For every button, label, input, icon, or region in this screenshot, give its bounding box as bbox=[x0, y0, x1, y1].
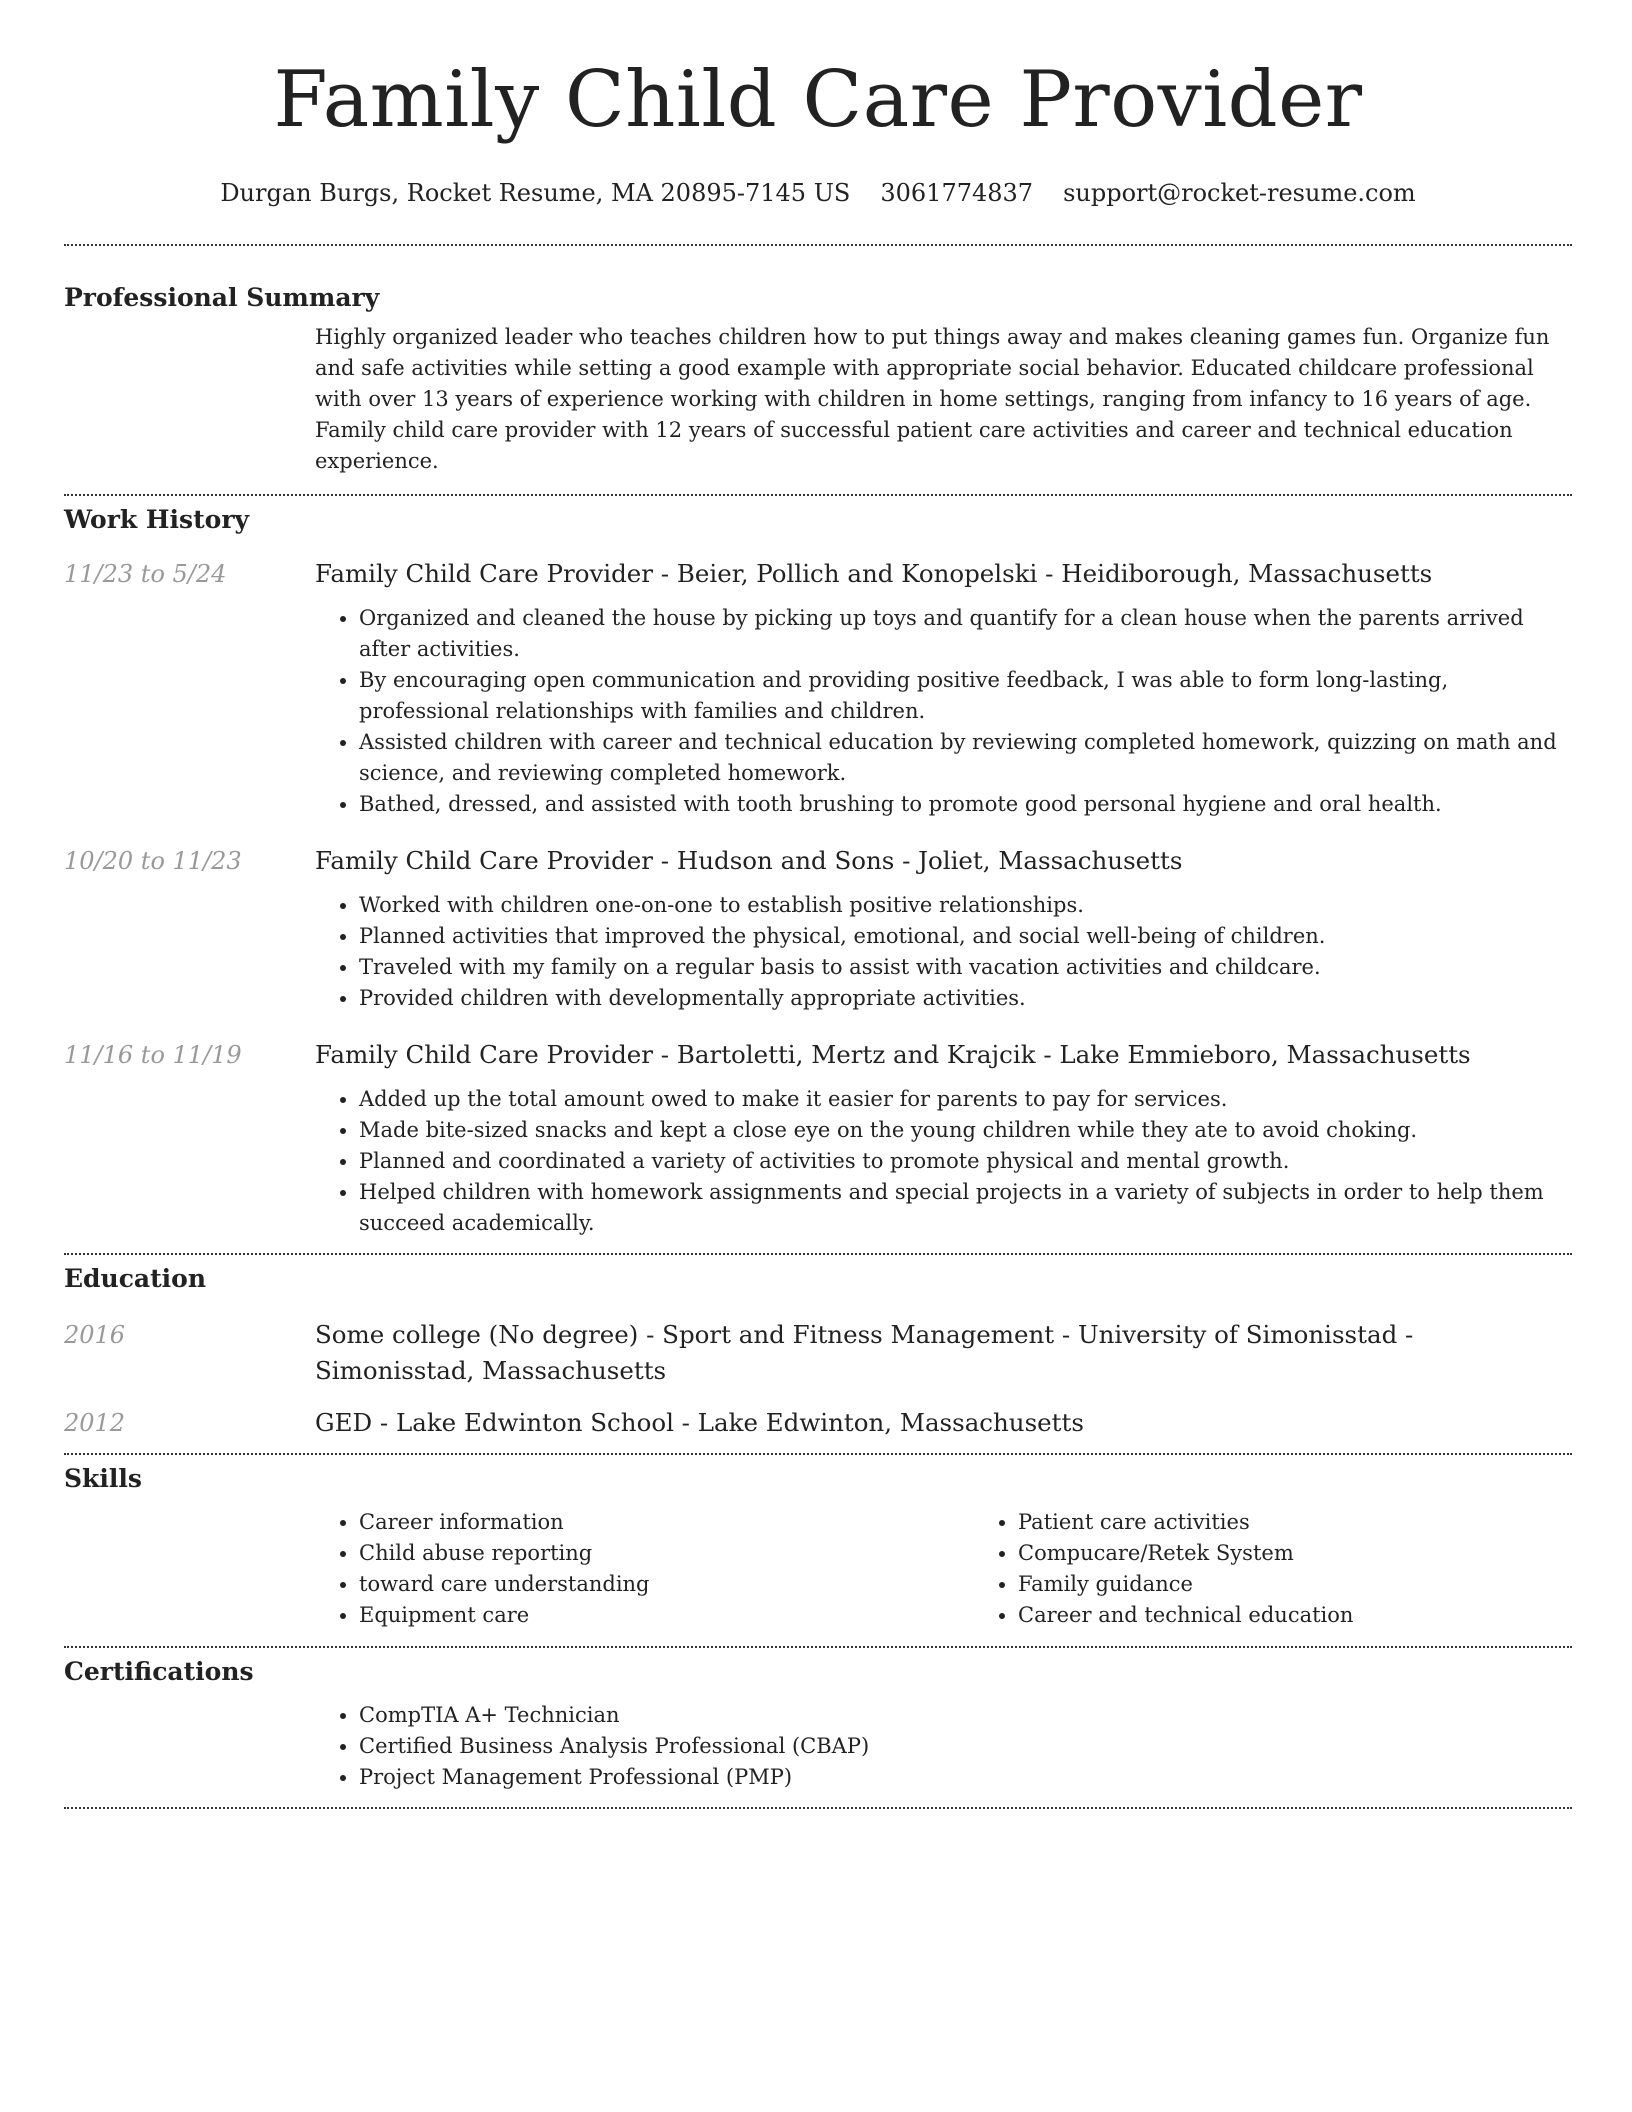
divider bbox=[64, 1453, 1572, 1455]
list-item: • Traveled with my family on a regular basis to assist with vacation activities and childcare. bbox=[359, 952, 1572, 983]
job-heading: Family Child Care Provider - Bartoletti, Mertz and Krajcik - Lake Emmieboro, Massachusetts bbox=[315, 1040, 1471, 1069]
summary-text: Highly organized leader who teaches children how to put things away and makes cleaning games fun. Organize fun and safe activities while setting a good example with appropriate social behavior. Educated childcare professional with over 13 years of experience working with children in home settings, ranging from infancy to 16 years of age. Family child care provider with 12 years of successful patient care activities and career and technical education experience. bbox=[315, 325, 1550, 473]
divider bbox=[64, 494, 1572, 496]
list-item: • Bathed, dressed, and assisted with tooth brushing to promote good personal hygiene and oral health. bbox=[359, 789, 1572, 820]
education-heading: GED - Lake Edwinton School - Lake Edwinton, Massachusetts bbox=[315, 1408, 1084, 1437]
skills-spacer bbox=[64, 1507, 315, 1631]
list-item: • Assisted children with career and technical education by reviewing completed homework, quizzing on math and science, and reviewing completed homework. bbox=[359, 727, 1572, 789]
skills-title: Skills bbox=[64, 1464, 142, 1493]
job-entry bbox=[64, 843, 1572, 1014]
contact-line bbox=[64, 178, 1572, 208]
certifications-title: Certifications bbox=[64, 1657, 254, 1686]
job-dates: 10/20 to 11/23 bbox=[64, 847, 242, 875]
contact-address: Durgan Burgs, Rocket Resume, MA 20895-7145 US bbox=[220, 179, 851, 207]
list-item: • Made bite-sized snacks and kept a close eye on the young children while they ate to avoid choking. bbox=[359, 1115, 1572, 1146]
skills-left-list bbox=[315, 1507, 974, 1631]
summary-spacer bbox=[64, 322, 315, 477]
education-year: 2016 bbox=[64, 1321, 126, 1349]
list-item: • Child abuse reporting bbox=[359, 1538, 974, 1569]
job-heading: Family Child Care Provider - Hudson and Sons - Joliet, Massachusetts bbox=[315, 846, 1183, 875]
list-item: • Patient care activities bbox=[1018, 1507, 1632, 1538]
list-item: • Added up the total amount owed to make it easier for parents to pay for services. bbox=[359, 1084, 1572, 1115]
list-item: • Compucare/Retek System bbox=[1018, 1538, 1632, 1569]
job-bullets bbox=[315, 890, 1572, 1014]
list-item: • Organized and cleaned the house by picking up toys and quantify for a clean house when the parents arrived after activities. bbox=[359, 603, 1572, 665]
list-item: • Career and technical education bbox=[1018, 1600, 1632, 1631]
divider bbox=[64, 1253, 1572, 1255]
job-bullets bbox=[315, 603, 1572, 820]
education-heading: Some college (No degree) - Sport and Fitness Management - University of Simonisstad - Simonisstad, Massachusetts bbox=[315, 1320, 1414, 1385]
list-item: • Provided children with developmentally appropriate activities. bbox=[359, 983, 1572, 1014]
job-bullets bbox=[315, 1084, 1572, 1239]
divider bbox=[64, 1646, 1572, 1648]
list-item: • By encouraging open communication and providing positive feedback, I was able to form long-lasting, professional relationships with families and children. bbox=[359, 665, 1572, 727]
job-dates: 11/16 to 11/19 bbox=[64, 1041, 242, 1069]
list-item: • Project Management Professional (PMP) bbox=[359, 1762, 1572, 1793]
divider bbox=[64, 244, 1572, 246]
certifications-list bbox=[315, 1700, 1572, 1793]
resume-name: Family Child Care Provider bbox=[273, 55, 1363, 145]
education-entry bbox=[64, 1317, 1572, 1389]
divider bbox=[64, 1807, 1572, 1809]
education-entry bbox=[64, 1405, 1572, 1441]
work-title: Work History bbox=[64, 505, 250, 534]
summary-section bbox=[64, 282, 1572, 477]
contact-email: support@rocket-resume.com bbox=[1063, 179, 1416, 207]
skills-section bbox=[64, 1463, 1572, 1631]
list-item: • Certified Business Analysis Professional (CBAP) bbox=[359, 1731, 1572, 1762]
education-year: 2012 bbox=[64, 1409, 126, 1437]
list-item: • CompTIA A+ Technician bbox=[359, 1700, 1572, 1731]
list-item: • Helped children with homework assignments and special projects in a variety of subjects in order to help them succeed academically. bbox=[359, 1177, 1572, 1239]
list-item: • toward care understanding bbox=[359, 1569, 974, 1600]
work-section bbox=[64, 504, 1572, 1239]
education-list bbox=[64, 1317, 1572, 1441]
education-section bbox=[64, 1263, 1572, 1441]
list-item: • Planned activities that improved the physical, emotional, and social well-being of children. bbox=[359, 921, 1572, 952]
list-item: • Worked with children one-on-one to establish positive relationships. bbox=[359, 890, 1572, 921]
skills-right-list bbox=[974, 1507, 1632, 1631]
summary-title: Professional Summary bbox=[64, 283, 380, 312]
job-entry bbox=[64, 556, 1572, 820]
job-dates: 11/23 to 5/24 bbox=[64, 560, 227, 588]
certifications-section bbox=[64, 1656, 1572, 1793]
list-item: • Equipment care bbox=[359, 1600, 974, 1631]
certifications-spacer bbox=[64, 1700, 315, 1793]
job-entry bbox=[64, 1037, 1572, 1239]
list-item: • Career information bbox=[359, 1507, 974, 1538]
education-title: Education bbox=[64, 1264, 207, 1293]
job-list bbox=[64, 556, 1572, 1239]
job-heading: Family Child Care Provider - Beier, Pollich and Konopelski - Heidiborough, Massachusetts bbox=[315, 559, 1433, 588]
resume-page bbox=[64, 0, 1572, 1809]
contact-phone: 3061774837 bbox=[880, 179, 1034, 207]
list-item: • Family guidance bbox=[1018, 1569, 1632, 1600]
list-item: • Planned and coordinated a variety of activities to promote physical and mental growth. bbox=[359, 1146, 1572, 1177]
